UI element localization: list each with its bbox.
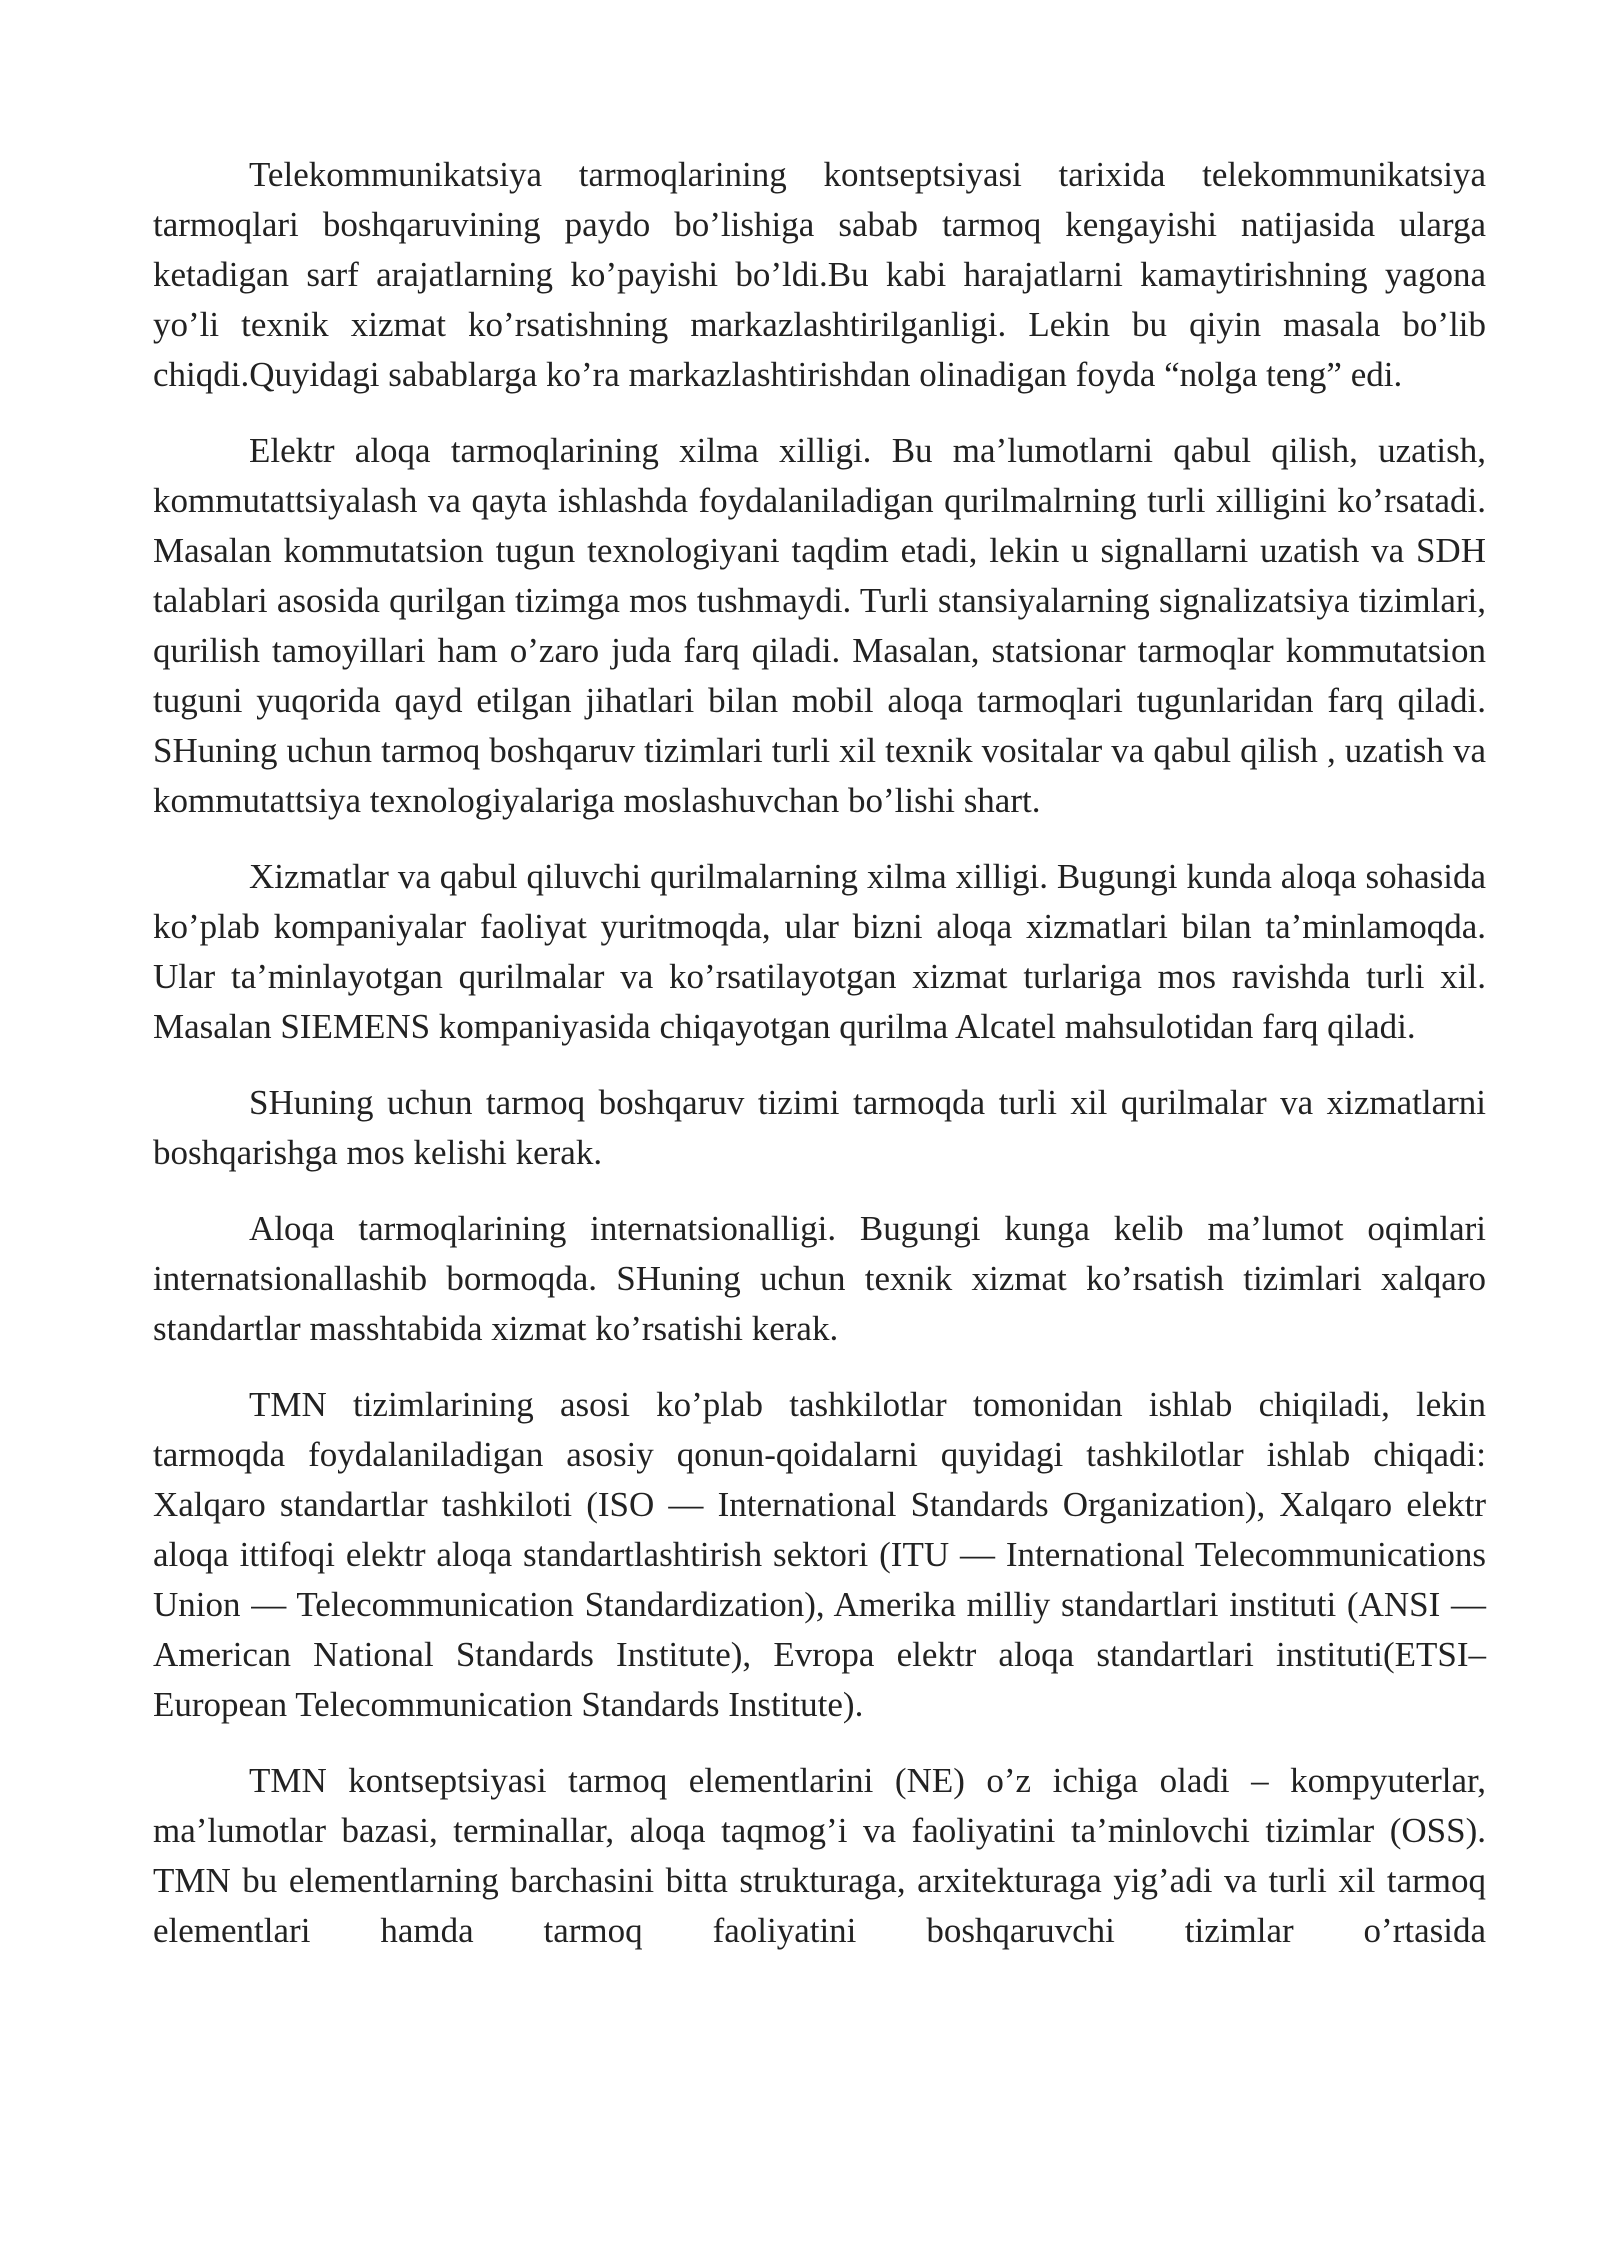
paragraph-1: Telekommunikatsiya tarmoqlarining kontseptsiyasi tarixida telekommunikatsiya tarmoqlari boshqaruvining paydo bo’lishiga sabab tarmoq kengayishi natijasida ularga ketadigan sarf arajatlarning ko’payishi bo’ldi.Bu kabi harajatlarni kamaytirishning yagona yo’li texnik xizmat ko’rsatishning markazlashtirilganligi. Lekin bu qiyin masala bo’lib chiqdi.Quyidagi sabablarga ko’ra markazlashtirishdan olinadigan foyda “nolga teng” edi. [153,155,1486,394]
paragraph-6: TMN tizimlarining asosi ko’plab tashkilotlar tomonidan ishlab chiqiladi, lekin tarmoqda foydalaniladigan asosiy qonun-qoidalarni quyidagi tashkilotlar ishlab chiqadi: Xalqaro standartlar tashkiloti (ISO — International Standards Organization), Xalqaro elektr aloqa ittifoqi elektr aloqa standartlashtirish sektori (ITU — International Telecommunications Union — Telecommunication Standardization), Amerika milliy standartlari instituti (ANSI — American National Standards Institute), Evropa elektr aloqa standartlari instituti(ETSI–European Telecommunication Standards Institute). [153,1385,1486,1724]
paragraph-2: Elektr aloqa tarmoqlarining xilma xilligi. Bu ma’lumotlarni qabul qilish, uzatish, kommutattsiyalash va qayta ishlashda foydalaniladigan qurilmalrning turli xilligini ko’rsatadi. Masalan kommutatsion tugun texnologiyani taqdim etadi, lekin u signallarni uzatish va SDH talablari asosida qurilgan tizimga mos tushmaydi. Turli stansiyalarning signalizatsiya tizimlari, qurilish tamoyillari ham o’zaro juda farq qiladi. Masalan, statsionar tarmoqlar kommutatsion tuguni yuqorida qayd etilgan jihatlari bilan mobil aloqa tarmoqlari tugunlaridan farq qiladi. SHuning uchun tarmoq boshqaruv tizimlari turli xil texnik vositalar va qabul qilish , uzatish va kommutattsiya texnologiyalariga moslashuvchan bo’lishi shart. [153,431,1486,820]
document-page [153,150,1486,1982]
paragraph-5: Aloqa tarmoqlarining internatsionalligi. Bugungi kunga kelib ma’lumot oqimlari internatsionallashib bormoqda. SHuning uchun texnik xizmat ko’rsatish tizimlari xalqaro standartlar masshtabida xizmat ko’rsatishi kerak. [153,1209,1486,1348]
paragraph-3: Xizmatlar va qabul qiluvchi qurilmalarning xilma xilligi. Bugungi kunda aloqa sohasida ko’plab kompaniyalar faoliyat yuritmoqda, ular bizni aloqa xizmatlari bilan ta’minlamoqda. Ular ta’minlayotgan qurilmalar va ko’rsatilayotgan xizmat turlariga mos ravishda turli xil. Masalan SIEMENS kompaniyasida chiqayotgan qurilma Alcatel mahsulotidan farq qiladi. [153,857,1486,1046]
paragraph-4: SHuning uchun tarmoq boshqaruv tizimi tarmoqda turli xil qurilmalar va xizmatlarni boshqarishga mos kelishi kerak. [153,1083,1486,1172]
paragraph-7: TMN kontseptsiyasi tarmoq elementlarini (NE) o’z ichiga oladi – kompyuterlar, ma’lumotlar bazasi, terminallar, aloqa taqmog’i va faoliyatini ta’minlovchi tizimlar (OSS). TMN bu elementlarning barchasini bitta strukturaga, arxitekturaga yig’adi va turli xil tarmoq elementlari hamda tarmoq faoliyatini boshqaruvchi tizimlar o’rtasida [153,1761,1486,1950]
